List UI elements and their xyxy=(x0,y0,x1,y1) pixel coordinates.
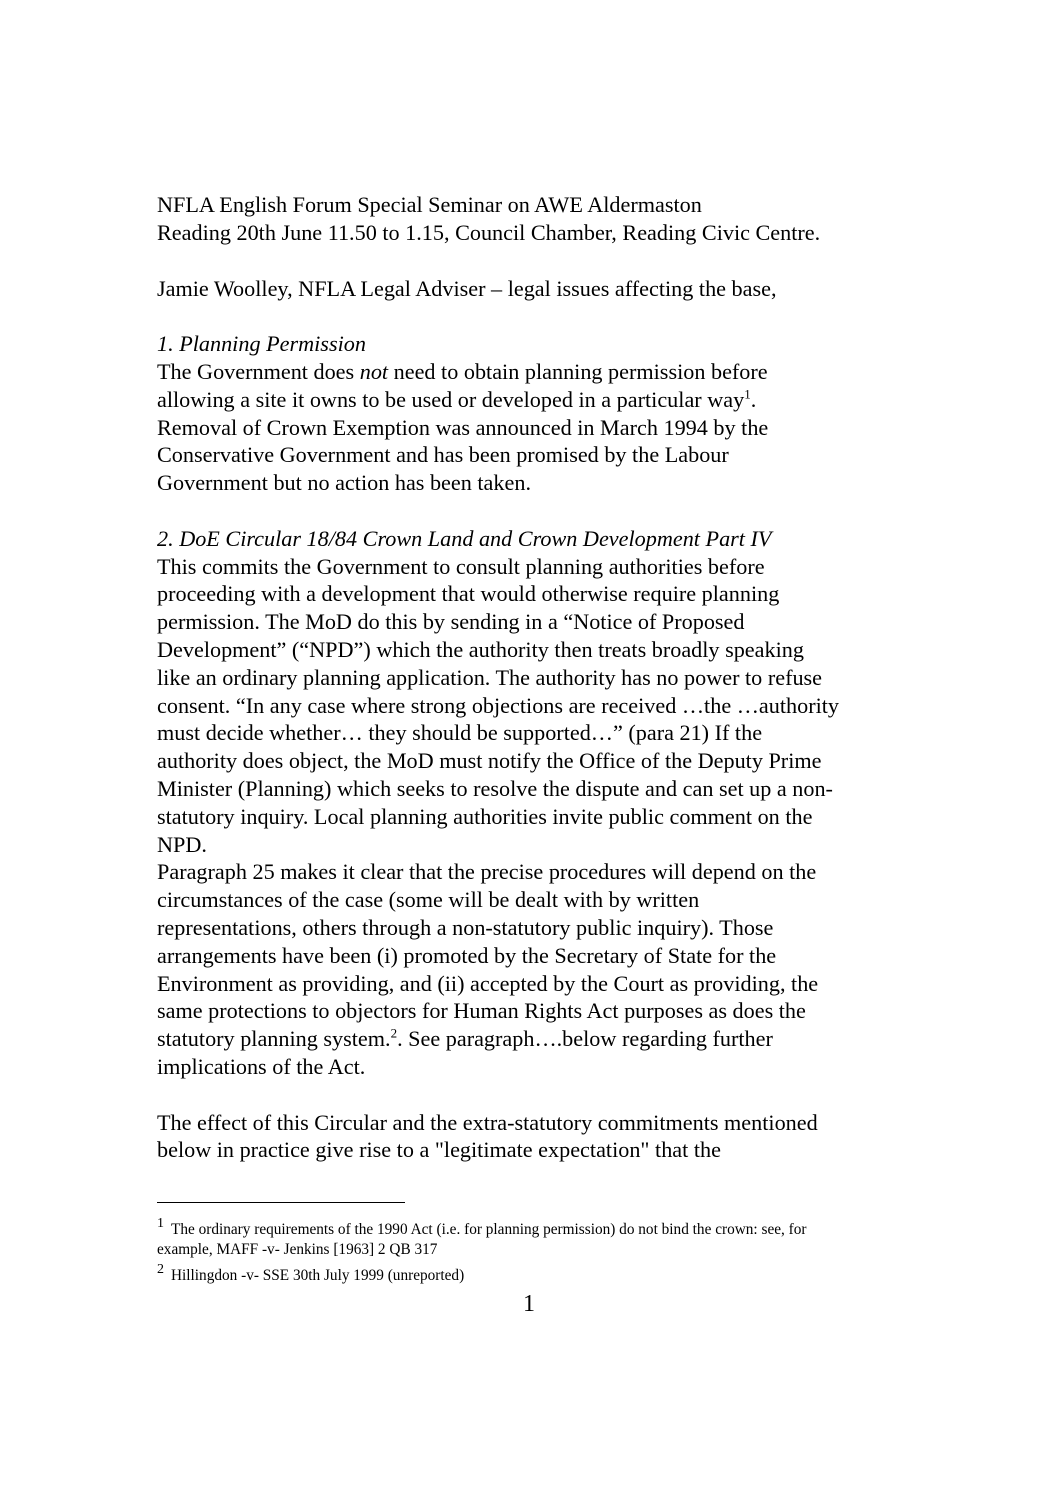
footnote-ref-1: 1 xyxy=(744,386,751,402)
footnote-2-text: Hillingdon -v- SSE 30th July 1999 (unreported) xyxy=(171,1267,465,1284)
section-1-line-1-part-a: The Government does xyxy=(157,359,360,384)
section-2-line: NPD. xyxy=(157,832,207,857)
page-number: 1 xyxy=(523,1291,535,1317)
section-2-line: must decide whether… they should be supported…” (para 21) If the xyxy=(157,720,763,745)
section-2-line-with-footnote xyxy=(157,1025,773,1053)
section-2-line: like an ordinary planning application. The authority has no power to refuse xyxy=(157,665,823,690)
section-2-line: Paragraph 25 makes it clear that the precise procedures will depend on the xyxy=(157,859,817,884)
section-2-line: statutory inquiry. Local planning authorities invite public comment on the xyxy=(157,804,813,829)
section-1-heading: 1. Planning Permission xyxy=(157,331,366,356)
speaker-line: Jamie Woolley, NFLA Legal Adviser – legal issues affecting the base, xyxy=(157,276,777,301)
section-2-line: This commits the Government to consult planning authorities before xyxy=(157,554,765,579)
seminar-title: NFLA English Forum Special Seminar on AWE Aldermaston xyxy=(157,192,702,217)
section-2-line: proceeding with a development that would otherwise require planning xyxy=(157,581,780,606)
footnote-1-mark: 1 xyxy=(157,1216,164,1231)
seminar-venue: Reading 20th June 11.50 to 1.15, Council Chamber, Reading Civic Centre. xyxy=(157,220,821,245)
section-2-heading: 2. DoE Circular 18/84 Crown Land and Crown Development Part IV xyxy=(157,526,772,551)
footnote-separator xyxy=(157,1202,405,1203)
section-2-line: representations, others through a non-statutory public inquiry). Those xyxy=(157,915,774,940)
footnote-2-mark: 2 xyxy=(157,1262,164,1277)
closing-line-1: The effect of this Circular and the extra-statutory commitments mentioned xyxy=(157,1110,818,1135)
section-2-line: implications of the Act. xyxy=(157,1054,366,1079)
section-2-line: authority does object, the MoD must notify the Office of the Deputy Prime xyxy=(157,748,822,773)
section-2-line-18-part-b: . See paragraph….below regarding further xyxy=(397,1026,773,1051)
section-1-line-4: Conservative Government and has been promised by the Labour xyxy=(157,442,729,467)
footnote-1 xyxy=(157,1216,807,1241)
footnote-2 xyxy=(157,1262,465,1287)
footnote-ref-2: 2 xyxy=(390,1025,398,1041)
section-2-line: Minister (Planning) which seeks to resolve the dispute and can set up a non- xyxy=(157,776,833,801)
section-2-line-18-part-a: statutory planning system. xyxy=(157,1026,391,1051)
section-2-line: same protections to objectors for Human Rights Act purposes as does the xyxy=(157,998,806,1023)
footnote-1-continuation: example, MAFF -v- Jenkins [1963] 2 QB 317 xyxy=(157,1241,438,1258)
closing-line-2: below in practice give rise to a "legitimate expectation" that the xyxy=(157,1137,721,1162)
section-1-line-3: Removal of Crown Exemption was announced in March 1994 by the xyxy=(157,415,769,440)
section-1-line-2-text: allowing a site it owns to be used or developed in a particular way xyxy=(157,387,745,412)
section-2-line: circumstances of the case (some will be dealt with by written xyxy=(157,887,700,912)
footnote-1-text: The ordinary requirements of the 1990 Act (i.e. for planning permission) do not bind the crown: see, for xyxy=(171,1221,807,1238)
section-2-line: consent. “In any case where strong objections are received …the …authority xyxy=(157,693,840,718)
section-2-line: permission. The MoD do this by sending in a “Notice of Proposed xyxy=(157,609,745,634)
section-2-line: Environment as providing, and (ii) accepted by the Court as providing, the xyxy=(157,971,819,996)
section-1-line-5: Government but no action has been taken. xyxy=(157,470,531,495)
section-2-line: arrangements have been (i) promoted by the Secretary of State for the xyxy=(157,943,777,968)
section-1-line-2 xyxy=(157,386,756,414)
emphasis-not: not xyxy=(359,359,389,384)
section-1-line-1-part-b: need to obtain planning permission before xyxy=(388,359,768,384)
section-1-line-2-end: . xyxy=(750,387,757,412)
section-1-line-1 xyxy=(157,358,768,386)
section-2-line: Development” (“NPD”) which the authority then treats broadly speaking xyxy=(157,637,804,662)
